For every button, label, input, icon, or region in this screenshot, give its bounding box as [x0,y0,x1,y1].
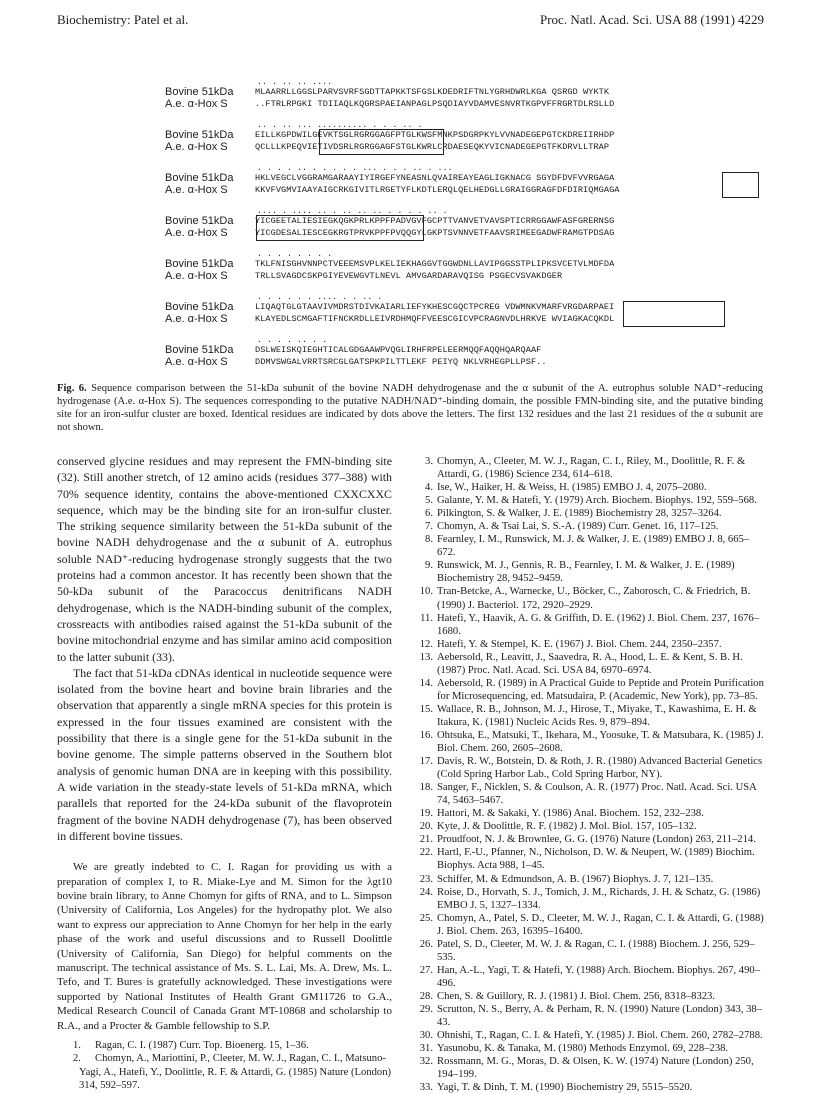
alignment-row [165,227,765,239]
reference-text: Yasunobu, K. & Tanaka, M. (1980) Methods Enzymol. 69, 228–238. [437,1043,729,1055]
alignment-row [165,86,765,98]
figure-caption-text: Sequence comparison between the 51-kDa subunit of the bovine NADH dehydrogenase and the α subunit of the A. eutrophus soluble NAD⁺-reducing hydrogenase (A.e. α-Hox S). The sequences corresponding to the putative NADH/NAD⁺-binding domain, the possible FMN-binding site, and the putative binding site for an iron-sulfur cluster are boxed. Identical residues are indicated by dots above the letters. The first 132 residues and the last 21 residues of the α subunit are not shown. [57,383,763,433]
motif-box [256,215,424,241]
alignment-row [165,344,765,356]
reference-number: 19. [419,808,433,820]
reference-item [415,651,765,677]
alignment-row [165,141,765,153]
running-head-right [540,12,764,28]
reference-text: Hatefi, Y. & Stempel, K. E. (1967) J. Biol. Chem. 244, 2350–2357. [437,638,722,650]
reference-item [415,559,765,585]
reference-text: Pilkington, S. & Walker, J. E. (1989) Biochemistry 28, 3257–3264. [437,508,722,520]
bovine-sequence: EILLKGPDWILGEVKTSGLRGRGGAGFPTGLKWSFMNKPSDGRPKYLVVNADEGEPGTCKDREIIRHDP [255,130,615,140]
sequence-alignment [165,78,765,379]
reference-list-right [415,455,765,1094]
alignment-row [165,258,765,270]
reference-item [415,990,765,1003]
motif-box [319,129,444,155]
reference-text: Galante, Y. M. & Hatefi, Y. (1979) Arch. Biochem. Biophys. 192, 559–568. [437,495,757,507]
alignment-row [165,356,765,368]
hox-sequence: YICGDESALIESCEGKRGTPRVKPPFPVQQGYLGKPTSVNNVETFAAVSRIMEEGADWFRAMGTPDSAG [255,228,615,238]
sequence-label: Bovine 51kDa [165,129,234,141]
hox-sequence: QCLLLKPEQVIETIVDSRLRGRGGAGFSTGLKWRLCRDAESEQKYVICNADEGEPGTFKDRVLLTRAP [255,142,610,152]
bovine-sequence: HKLVEGCLVGGRAMGARAAYIYIRGEFYNEASNLQVAIREAYEAGLIGKNACG SGYDFDVFVVRGAGA [255,173,615,183]
reference-item [415,938,765,964]
reference-text: Sanger, F., Nicklen, S. & Coulson, A. R. (1977) Proc. Natl. Acad. Sci. USA 74, 5463–5467. [437,782,757,807]
hox-sequence: TRLLSVAGDCSKPGIYEVEWGVTLNEVL AMVGARDARAVQISG PSGECVSVAKDGER [255,271,563,281]
reference-number: 33. [419,1082,433,1094]
body-paragraph-1: conserved glycine residues and may represent the FMN-binding site (32). Still another stretch, of 12 amino acids (residues 377–388) with 70% sequence identity, contains the above-mentioned CXXCXXC sequence, which may be the binding site for an iron-sulfur cluster. The striking sequence similarity between the 51-kDa subunit of the bovine NADH dehydrogenase and the α subunit of A. eutrophus soluble NAD⁺-reducing hydrogenase strongly suggests that the two proteins had a common ancestor. It has recently been shown that the 50-kDa subunit of the Paracoccus denitrificans NADH dehydrogenase, which is the NADH-binding subunit of the complex, crossreacts with antibodies raised against the 51-kDa subunit of the bovine mitochondrial enzyme and has similar amino acid composition to the latter subunit (33). [57,454,392,664]
reference-number: 2. [73,1053,81,1065]
reference-text: Hatefi, Y., Haavik, A. G. & Griffith, D. E. (1962) J. Biol. Chem. 237, 1676–1680. [437,612,760,637]
identity-dots: . . . . .. . . . . . ... . . . .. . ... [257,163,453,172]
journal-citation: Proc. Natl. Acad. Sci. USA 88 (1991) [540,12,735,27]
reference-item [415,1055,765,1081]
hox-sequence: ..FTRLRPGKI TDIIAQLKQGRSPAEIANPAGLPSQDIAYVDAMVESNVRTKGPVFFRGRTDLRSLLD [255,99,615,109]
reference-item [415,873,765,886]
page-number: 4229 [738,12,764,27]
reference-text: Chomyn, A., Mariottini, P., Cleeter, M. W. J., Ragan, C. I., Matsuno-Yagi, A., Hatefi, Y., Doolittle, R. F. & Attardi, G. (1985) Nature (London) 314, 592–597. [79,1053,392,1092]
alignment-row [165,98,765,110]
reference-item [57,1052,392,1092]
reference-text: Ise, W., Haiker, H. & Weiss, H. (1985) EMBO J. 4, 2075–2080. [437,482,707,494]
reference-item [415,677,765,703]
bovine-sequence: DSLWEISKQIEGHTICALGDGAAWPVQGLIRHFRPELEERMQQFAQQHQARQAAF [255,345,542,355]
reference-item [415,964,765,990]
alignment-row [165,184,765,196]
figure-caption [57,382,763,434]
sequence-label: A.e. α-Hox S [165,98,228,110]
sequence-label: A.e. α-Hox S [165,313,228,325]
reference-item [415,807,765,820]
reference-text: Runswick, M. J., Gennis, R. B., Fearnley, I. M. & Walker, J. E. (1989) Biochemistry 28, 9452–9459. [437,560,735,585]
reference-item [415,755,765,781]
alignment-row [165,129,765,141]
reference-number: 18. [419,782,433,794]
reference-number: 23. [419,873,433,885]
reference-item [415,585,765,611]
reference-item [415,729,765,755]
reference-number: 16. [419,729,433,741]
running-head-left: Biochemistry: Patel et al. [57,12,189,27]
reference-item [415,820,765,833]
reference-number: 20. [419,821,433,833]
reference-text: Proudfoot, N. J. & Brownlee, G. G. (1976) Nature (London) 263, 211–214. [437,834,756,846]
reference-text: Schiffer, M. & Edmundson, A. B. (1967) Biophys. J. 7, 121–135. [437,873,714,885]
reference-number: 14. [419,677,433,689]
reference-text: Roise, D., Horvath, S. J., Tomich, J. M., Richards, J. H. & Schatz, G. (1986) EMBO J. 5, 1327–1334. [437,886,761,911]
reference-item [415,1003,765,1029]
bovine-sequence: LIQAQTGLGTAAVIVMDRSTDIVKAIARLIEFYKHESCGQCTPCREG VDWMNKVMARFVRGDARPAEI [255,302,615,312]
reference-number: 6. [425,508,433,520]
reference-text: Ohnishi, T., Ragan, C. I. & Hatefi, Y. (1985) J. Biol. Chem. 260, 2782–2788. [437,1030,763,1042]
reference-number: 11. [420,612,433,624]
reference-text: Fearnley, I. M., Runswick, M. J. & Walker, J. E. (1989) EMBO J. 8, 665–672. [437,534,750,559]
reference-text: Aebersold, R., Leavitt, J., Saavedra, R. A., Hood, L. E. & Kent, S. B. H. (1987) Proc. Natl. Acad. Sci. USA 84, 6970–6974. [437,651,743,676]
identity-dots: . . . . . . . . [257,249,333,258]
reference-item [415,481,765,494]
reference-text: Hattori, M. & Sakaki, Y. (1986) Anal. Biochem. 152, 232–238. [437,808,704,820]
reference-number: 24. [419,886,433,898]
reference-item [415,455,765,481]
reference-text: Tran-Betcke, A., Warnecke, U., Böcker, C., Zaborosch, C. & Friedrich, B. (1990) J. Bacteriol. 172, 2920–2929. [437,586,751,611]
identity-dots: .. . .. ... .......... . . . .. . [257,120,423,129]
reference-text: Scrutton, N. S., Berry, A. & Perham, R. N. (1990) Nature (London) 343, 38–43. [437,1003,763,1029]
reference-number: 21. [419,834,433,846]
sequence-label: Bovine 51kDa [165,215,234,227]
reference-number: 22. [419,847,433,859]
reference-number: 9. [425,560,433,572]
left-column [57,453,392,1093]
reference-item [415,533,765,559]
identity-dots: .... . .... .. . .. .. .. . . . . .. . [257,206,448,215]
alignment-block [165,207,765,250]
alignment-block [165,164,765,207]
reference-item [415,520,765,533]
reference-number: 31. [419,1043,433,1055]
sequence-label: A.e. α-Hox S [165,184,228,196]
reference-text: Chomyn, A., Cleeter, M. W. J., Ragan, C. I., Riley, M., Doolittle, R. F. & Attardi, G. (1986) Science 234, 614–618. [437,456,746,481]
reference-text: Kyte, J. & Doolittle, R. F. (1982) J. Mol. Biol. 157, 105–132. [437,821,697,833]
hox-sequence: DDMVSWGALVRRTSRCGLGATSPKPILTTLEKF PEIYQ NKLVRHEGPLLPSF.. [255,357,547,367]
reference-item [415,781,765,807]
reference-item [415,703,765,729]
reference-item [415,912,765,938]
hox-sequence: KKVFVGMVIAAYAIGCRKGIVITLRGETYFLKDTLERQLQELHEDGLLGRAIGGRAGFDFDIRIQMGAGA [255,185,620,195]
reference-item [415,833,765,846]
figure-label: Fig. 6. [57,383,87,394]
reference-text: Rossmann, M. G., Moras, D. & Olsen, K. W. (1974) Nature (London) 250, 194–199. [437,1056,754,1081]
sequence-label: Bovine 51kDa [165,86,234,98]
alignment-row [165,270,765,282]
reference-text: Ragan, C. I. (1987) Curr. Top. Bioenerg. 15, 1–36. [95,1040,309,1051]
identity-dots: .. . .. .. .... [257,77,333,86]
reference-number: 25. [419,912,433,924]
alignment-block [165,121,765,164]
alignment-block [165,78,765,121]
reference-text: Ohtsuka, E., Matsuki, T., Ikehara, M., Yoosuke, T. & Matsubara, K. (1985) J. Biol. Chem. 260, 2605–2608. [437,729,764,755]
reference-list-left [57,1039,392,1093]
reference-text: Chomyn, A. & Tsai Lai, S. S.-A. (1989) Curr. Genet. 16, 117–125. [437,521,719,533]
reference-number: 7. [425,521,433,533]
reference-item [415,846,765,872]
identity-dots: . . . . . . .... . . .. . [257,292,383,301]
reference-item [415,1042,765,1055]
alignment-block [165,250,765,293]
reference-item [57,1039,392,1052]
reference-text: Davis, R. W., Botstein, D. & Roth, J. R. (1980) Advanced Bacterial Genetics (Cold Spring Harbor Lab., Cold Spring Harbor, NY). [437,756,763,781]
hox-sequence: KLAYEDLSCMGAFTIFNCKRDLLEIVRDHMQFFVEESCGICVPCRAGNVDLHRKVE WVIAGKACQKDL [255,314,615,324]
sequence-label: Bovine 51kDa [165,301,234,313]
alignment-row [165,172,765,184]
reference-item [415,1029,765,1042]
reference-number: 3. [425,456,433,467]
reference-item [415,612,765,638]
reference-number: 32. [419,1056,433,1068]
reference-number: 17. [419,756,433,768]
acknowledgments: We are greatly indebted to C. I. Ragan for providing us with a preparation of complex I, to R. Miake-Lye and M. Simon for the λgt10 bovine brain library, to Anne Chomyn for gifts of RNA, and to L. Simpson (University of California, Los Angeles) for the hydropathy plot. We also want to express our appreciation to Anne Chomyn for her help in the early phase of the work and useful discussions and to Russell Doolittle (University of California, San Diego) for helpful comments on the manuscript. The technical assistance of Ms. S. L. Lai, Ms. A. Drew, Ms. L. Tefo, and T. Bures is gratefully acknowledged. These investigations were supported by National Institutes of Health Grant GM11726 to G.A., Medical Research Council of Canada Grant MT-10868 and scholarship to R.A., and a Procter & Gamble fellowship to S.P. [57,861,392,1032]
sequence-label: A.e. α-Hox S [165,227,228,239]
reference-number: 5. [425,495,433,507]
reference-text: Chomyn, A., Patel, S. D., Cleeter, M. W. J., Ragan, C. I. & Attardi, G. (1988) J. Biol. Chem. 263, 16395–16400. [437,912,764,937]
reference-item [415,494,765,507]
bovine-sequence: MLAARRLLGGSLPARVSVRFSGDTTAPKKTSFGSLKDEDRIFTNLYGRHDWRLKGA QSRGD WYKTK [255,87,610,97]
motif-box [623,301,725,327]
reference-item [415,507,765,520]
reference-number: 12. [419,638,433,650]
reference-number: 13. [419,651,433,663]
reference-text: Aebersold, R. (1989) in A Practical Guide to Peptide and Protein Purification for Microsequencing, ed. Matsudaira, P. (Academic, New York), pp. 73–85. [437,677,764,702]
sequence-label: A.e. α-Hox S [165,356,228,368]
reference-text: Wallace, R. B., Johnson, M. J., Hirose, T., Miyake, T., Kawashima, E. H. & Itakura, K. (1981) Nucleic Acids Res. 9, 879–894. [437,703,757,728]
alignment-block [165,336,765,379]
bovine-sequence: TKLFNISGHVNNPCTVEEEMSVPLKELIEKHAGGVTGGWDNLLAVIPGGSSTPLIPKSVCETVLMDFDA [255,259,615,269]
reference-item [415,1081,765,1094]
reference-text: Han, A.-L., Yagi, T. & Hatefi, Y. (1988) Arch. Biochem. Biophys. 267, 490–496. [437,964,760,989]
reference-text: Chen, S. & Guillory, R. J. (1981) J. Biol. Chem. 256, 8318–8323. [437,990,715,1002]
reference-number: 30. [419,1030,433,1042]
reference-number: 10. [419,586,433,598]
reference-number: 8. [425,534,433,546]
alignment-row [165,215,765,227]
body-paragraph-2: The fact that 51-kDa cDNAs identical in nucleotide sequence were isolated from the bovine heart and bovine brain libraries and the observation that apparently a single mRNA species for this protein is expressed in the four tissues examined are consistent with the possibility that there is a single gene for the 51-kDa subunit in the bovine genome. The simple patterns observed in the Southern blot analysis of genomic human DNA are in keeping with this possibility. A wide variation in the steady-state levels of 51-kDa mRNA, which parallels that reported for the 24-kDa subunit of the flavoprotein fragment of the bovine NADH dehydrogenase (7), has been observed in different bovine tissues. [57,665,392,843]
reference-number: 29. [419,1003,433,1015]
sequence-label: A.e. α-Hox S [165,141,228,153]
reference-item [415,638,765,651]
sequence-label: A.e. α-Hox S [165,270,228,282]
reference-number: 4. [425,482,433,494]
reference-number: 26. [419,938,433,950]
reference-text: Yagi, T. & Dinh, T. M. (1990) Biochemistry 29, 5515–5520. [437,1082,693,1094]
reference-text: Patel, S. D., Cleeter, M. W. J. & Ragan, C. I. (1988) Biochem. J. 256, 529–535. [437,938,755,963]
sequence-label: Bovine 51kDa [165,344,234,356]
reference-number: 1. [73,1040,81,1051]
bovine-sequence: YICGEETALIESIEGKQGKPRLKPPFPADVGVFGCPTTVANVETVAVSPTICRRGGAWFASFGRERNSG [255,216,615,226]
sequence-label: Bovine 51kDa [165,258,234,270]
reference-item [415,886,765,912]
reference-number: 28. [419,990,433,1002]
reference-number: 15. [419,703,433,715]
reference-text: Hartl, F.-U., Pfanner, N., Nicholson, D. W. & Neupert, W. (1989) Biochim. Biophys. Acta 988, 1–45. [437,847,755,872]
reference-number: 27. [419,964,433,976]
motif-box [722,172,759,198]
identity-dots: . . . . .. . . [257,335,328,344]
sequence-label: Bovine 51kDa [165,172,234,184]
